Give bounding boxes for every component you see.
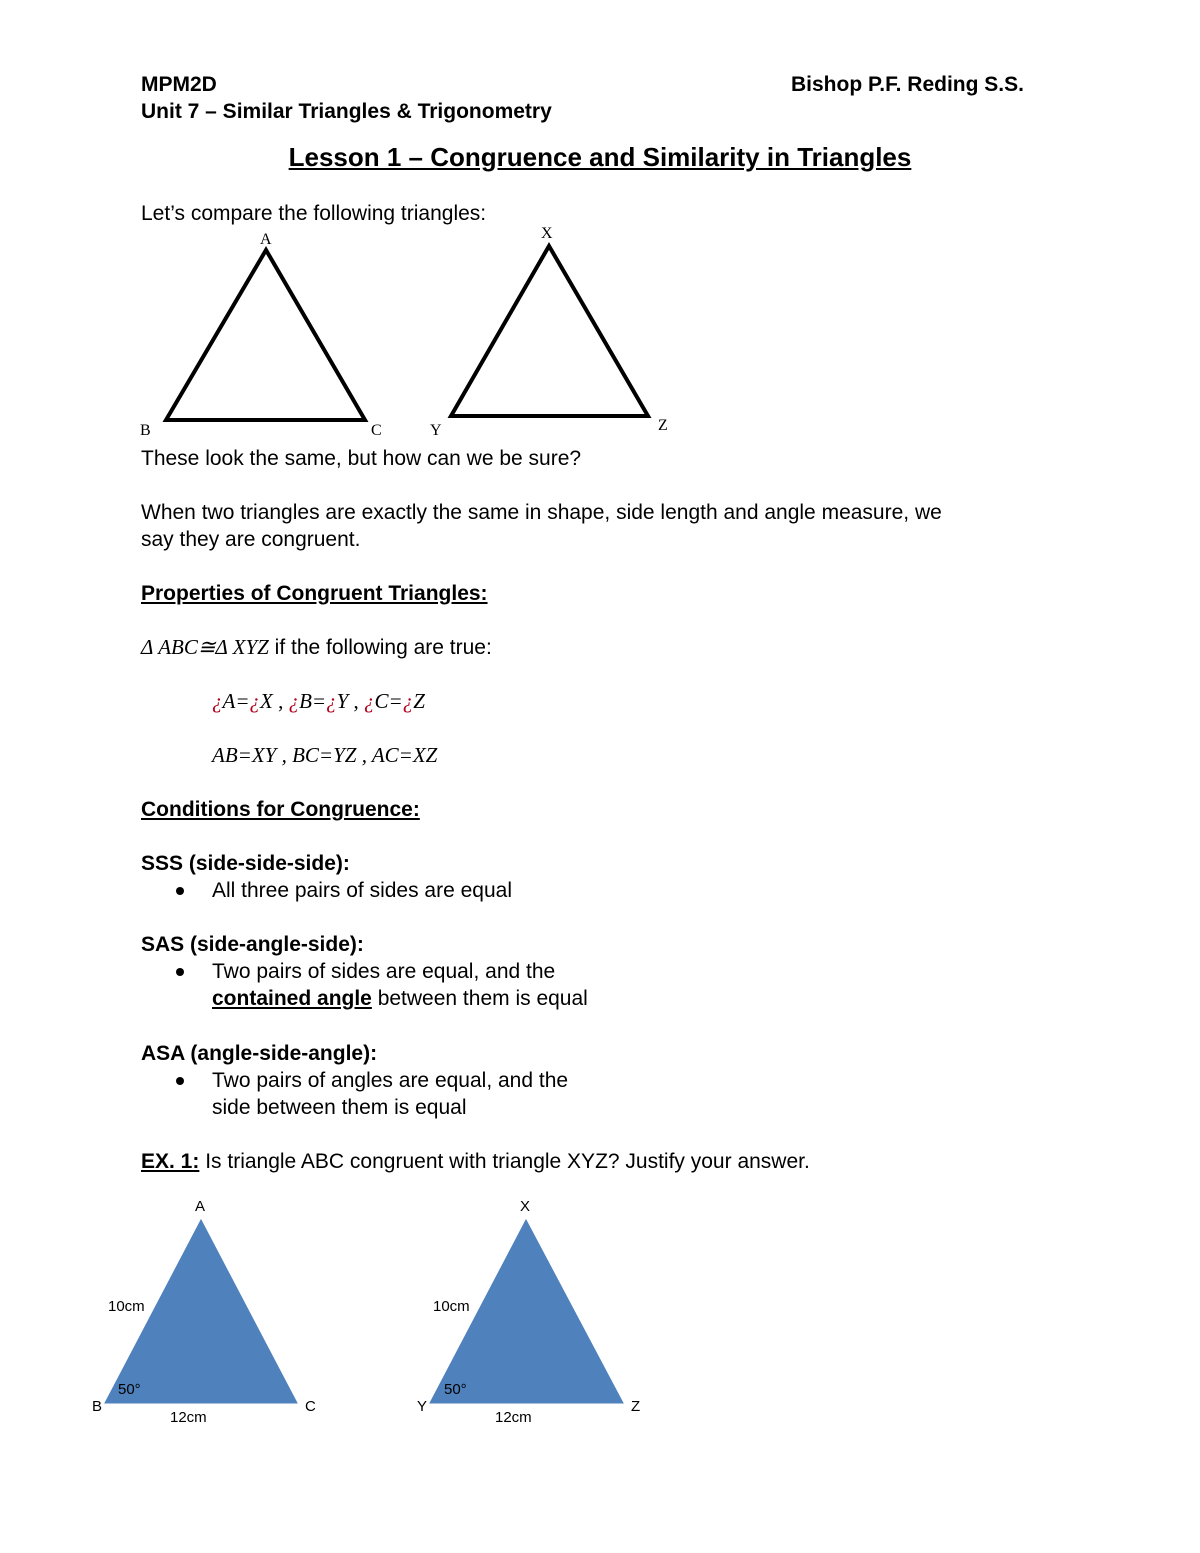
congruence-tail: if the following are true: bbox=[268, 636, 492, 659]
asa-title: ASA (angle-side-angle): bbox=[141, 1042, 378, 1065]
label-b: B bbox=[92, 1398, 103, 1415]
angle-label: 50° bbox=[118, 1381, 141, 1398]
angle-marker: ¿ bbox=[402, 689, 414, 713]
example-question: Is triangle ABC congruent with triangle XYZ? Justify your answer. bbox=[199, 1150, 810, 1173]
angle-z: Z bbox=[413, 689, 425, 713]
angle-a: A= bbox=[222, 689, 250, 713]
example-1 bbox=[141, 1150, 810, 1174]
lesson-title: Lesson 1 – Congruence and Similarity in Triangles bbox=[288, 142, 912, 172]
sas-description-line-2 bbox=[212, 987, 588, 1011]
label-z: Z bbox=[658, 417, 668, 434]
angle-x: X bbox=[260, 689, 273, 713]
label-y: Y bbox=[417, 1398, 428, 1415]
side-equalities: AB=XY , BC=YZ , AC=XZ bbox=[212, 743, 438, 767]
label-a: A bbox=[195, 1198, 206, 1215]
angle-marker: ¿ bbox=[364, 689, 375, 713]
base-length-label: 12cm bbox=[170, 1409, 207, 1426]
label-z: Z bbox=[631, 1398, 641, 1415]
congruence-symbolic: Δ ABC≅Δ XYZ bbox=[141, 635, 269, 659]
sas-description-line-1: Two pairs of sides are equal, and the bbox=[212, 960, 556, 983]
question-text: These look the same, but how can we be sure? bbox=[141, 447, 582, 470]
label-a: A bbox=[260, 231, 272, 248]
base-length-label: 12cm bbox=[495, 1409, 532, 1426]
label-x: X bbox=[541, 225, 553, 242]
label-b: B bbox=[140, 422, 151, 439]
sss-description: All three pairs of sides are equal bbox=[212, 879, 512, 902]
angle-c: C= bbox=[374, 689, 403, 713]
unit-title: Unit 7 – Similar Triangles & Trigonometry bbox=[141, 100, 552, 123]
angle-y: Y bbox=[336, 689, 349, 713]
figure-outline-triangles bbox=[130, 225, 690, 440]
example-label: EX. 1: bbox=[141, 1150, 200, 1173]
definition-line-2: say they are congruent. bbox=[141, 528, 361, 551]
conditions-heading: Conditions for Congruence: bbox=[141, 798, 420, 821]
bullet-icon bbox=[176, 968, 184, 976]
contained-angle-emphasis: contained angle bbox=[212, 987, 372, 1010]
intro-text: Let’s compare the following triangles: bbox=[141, 202, 487, 225]
angle-equalities: ¿A=¿X , ¿B=¿Y , ¿C=¿Z bbox=[212, 689, 425, 713]
sas-title: SAS (side-angle-side): bbox=[141, 933, 364, 956]
angle-label: 50° bbox=[444, 1381, 467, 1398]
sss-title: SSS (side-side-side): bbox=[141, 852, 350, 875]
label-x: X bbox=[520, 1198, 531, 1215]
bullet-icon bbox=[176, 887, 184, 895]
angle-marker: ¿ bbox=[288, 689, 300, 713]
label-c: C bbox=[305, 1398, 316, 1415]
angle-marker: ¿ bbox=[212, 689, 223, 713]
triangle-abc bbox=[166, 250, 365, 420]
bullet-icon bbox=[176, 1077, 184, 1085]
side-length-label: 10cm bbox=[433, 1298, 470, 1315]
side-length-label: 10cm bbox=[108, 1298, 145, 1315]
angle-marker: ¿ bbox=[326, 689, 337, 713]
label-y: Y bbox=[430, 422, 442, 439]
school-name: Bishop P.F. Reding S.S. bbox=[791, 73, 1024, 96]
definition-line-1: When two triangles are exactly the same in shape, side length and angle measure, we bbox=[141, 501, 942, 524]
congruence-statement bbox=[141, 635, 492, 660]
triangle-xyz bbox=[451, 246, 648, 416]
label-c: C bbox=[371, 422, 382, 439]
asa-description-line-1: Two pairs of angles are equal, and the bbox=[212, 1069, 569, 1092]
angle-marker: ¿ bbox=[249, 689, 260, 713]
figure-filled-triangles bbox=[80, 1190, 660, 1435]
properties-heading: Properties of Congruent Triangles: bbox=[141, 582, 488, 605]
sas-description-rest: between them is equal bbox=[371, 987, 588, 1010]
course-code: MPM2D bbox=[141, 73, 217, 96]
asa-description-line-2: side between them is equal bbox=[212, 1096, 467, 1119]
angle-b: B= bbox=[299, 689, 327, 713]
